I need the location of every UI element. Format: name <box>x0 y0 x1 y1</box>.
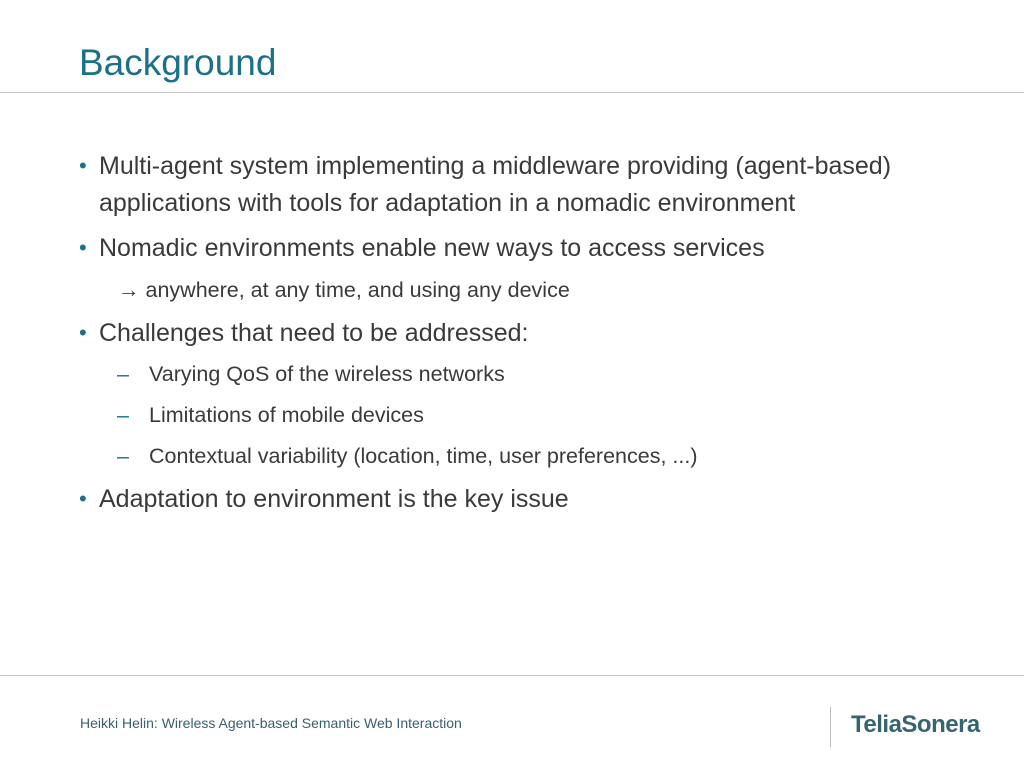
slide-title: Background <box>79 42 277 83</box>
sub-item <box>79 440 959 473</box>
company-logo: TeliaSonera <box>851 711 980 738</box>
sub-item-text: Varying QoS of the wireless networks <box>149 362 505 386</box>
bullet-marker: • <box>79 235 87 260</box>
footer-text: Heikki Helin: Wireless Agent-based Semantic Web Interaction <box>80 715 462 731</box>
sub-item <box>79 399 959 432</box>
footer-divider-line <box>0 675 1024 676</box>
bullet-text: Nomadic environments enable new ways to access services <box>99 234 765 262</box>
bullet-text: Adaptation to environment is the key issue <box>99 485 569 513</box>
bullet-marker: • <box>79 153 87 178</box>
sub-item <box>79 358 959 391</box>
sub-item-text: Contextual variability (location, time, user preferences, ...) <box>149 444 698 468</box>
slide-content <box>79 148 959 527</box>
bullet-item <box>79 315 959 352</box>
sub-note-text: anywhere, at any time, and using any device <box>145 277 570 302</box>
dash-marker: – <box>117 403 129 427</box>
sub-item-text: Limitations of mobile devices <box>149 403 424 427</box>
bullet-text: Challenges that need to be addressed: <box>99 318 529 347</box>
dash-marker: – <box>117 362 129 386</box>
bullet-text: Multi-agent system implementing a middleware providing (agent-based) applications with tools for adaptation in a nomadic environment <box>99 152 892 217</box>
footer-vertical-divider <box>830 707 831 747</box>
bullet-marker: • <box>79 319 87 345</box>
bullet-marker: • <box>79 486 87 511</box>
sub-note <box>79 274 959 307</box>
dash-marker: – <box>117 444 129 468</box>
title-divider <box>0 92 1024 93</box>
bullet-item <box>79 481 959 518</box>
bullet-item <box>79 148 959 221</box>
right-arrow-icon: → <box>118 277 140 302</box>
bullet-item <box>79 230 959 267</box>
